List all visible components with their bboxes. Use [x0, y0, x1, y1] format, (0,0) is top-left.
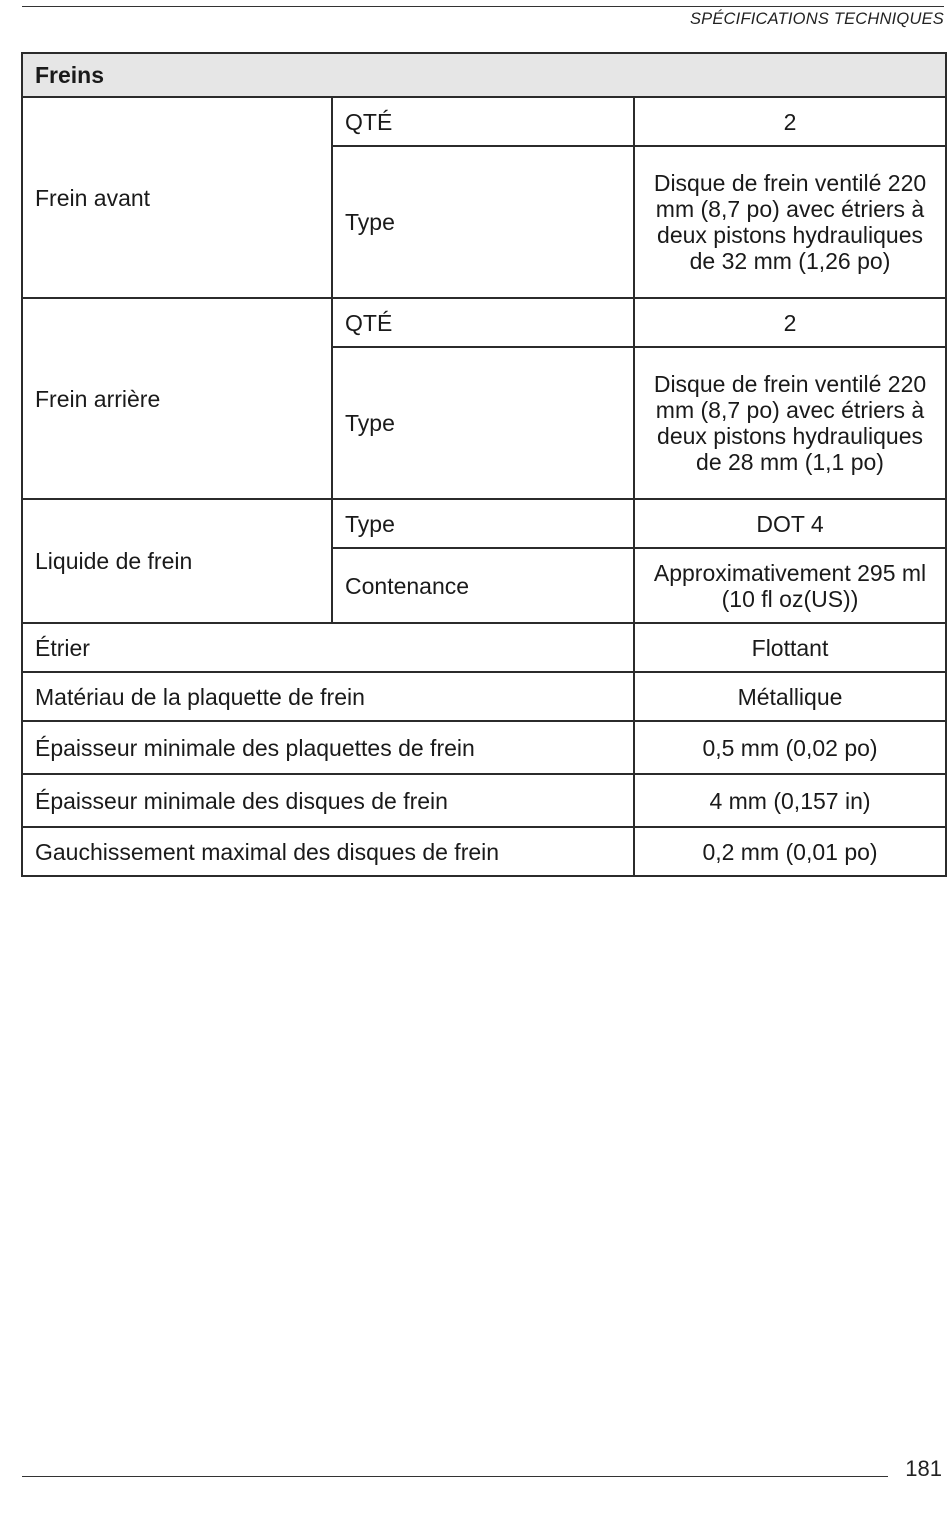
table-row	[22, 623, 946, 672]
table-row	[22, 499, 946, 548]
caliper-value: Flottant	[634, 623, 946, 672]
header-rule	[22, 6, 944, 7]
section-header: SPÉCIFICATIONS TECHNIQUES	[689, 10, 944, 28]
fluid-capacity-value: Approximativement 295 ml (10 fl oz(US))	[634, 548, 946, 623]
disc-warpage-value: 0,2 mm (0,01 po)	[634, 827, 946, 876]
caliper-label: Étrier	[22, 623, 634, 672]
fluid-type-label: Type	[332, 499, 634, 548]
table-row	[22, 721, 946, 774]
fluid-label: Liquide de frein	[22, 499, 332, 623]
front-qty-label: QTÉ	[332, 97, 634, 146]
pad-thickness-value: 0,5 mm (0,02 po)	[634, 721, 946, 774]
table-row	[22, 97, 946, 146]
front-type-value: Disque de frein ventilé 220 mm (8,7 po) avec étriers à deux pistons hydrauliques de 32 mm (1,26 po)	[634, 146, 946, 298]
table-row	[22, 827, 946, 876]
rear-qty-label: QTÉ	[332, 298, 634, 347]
pad-material-value: Métallique	[634, 672, 946, 721]
page-number: 181	[905, 1456, 942, 1481]
table-title-row	[22, 53, 946, 97]
brakes-spec-table	[21, 52, 947, 877]
rear-brake-label: Frein arrière	[22, 298, 332, 499]
table-title: Freins	[22, 53, 946, 97]
disc-warpage-label: Gauchissement maximal des disques de frein	[22, 827, 634, 876]
front-qty-value: 2	[634, 97, 946, 146]
rear-type-label: Type	[332, 347, 634, 499]
table-row	[22, 774, 946, 827]
rear-type-value: Disque de frein ventilé 220 mm (8,7 po) avec étriers à deux pistons hydrauliques de 28 mm (1,1 po)	[634, 347, 946, 499]
pad-thickness-label: Épaisseur minimale des plaquettes de frein	[22, 721, 634, 774]
disc-thickness-label: Épaisseur minimale des disques de frein	[22, 774, 634, 827]
table-row	[22, 672, 946, 721]
rear-qty-value: 2	[634, 298, 946, 347]
front-brake-label: Frein avant	[22, 97, 332, 298]
disc-thickness-value: 4 mm (0,157 in)	[634, 774, 946, 827]
table-row	[22, 298, 946, 347]
fluid-type-value: DOT 4	[634, 499, 946, 548]
footer-rule	[22, 1476, 888, 1477]
pad-material-label: Matériau de la plaquette de frein	[22, 672, 634, 721]
fluid-capacity-label: Contenance	[332, 548, 634, 623]
front-type-label: Type	[332, 146, 634, 298]
